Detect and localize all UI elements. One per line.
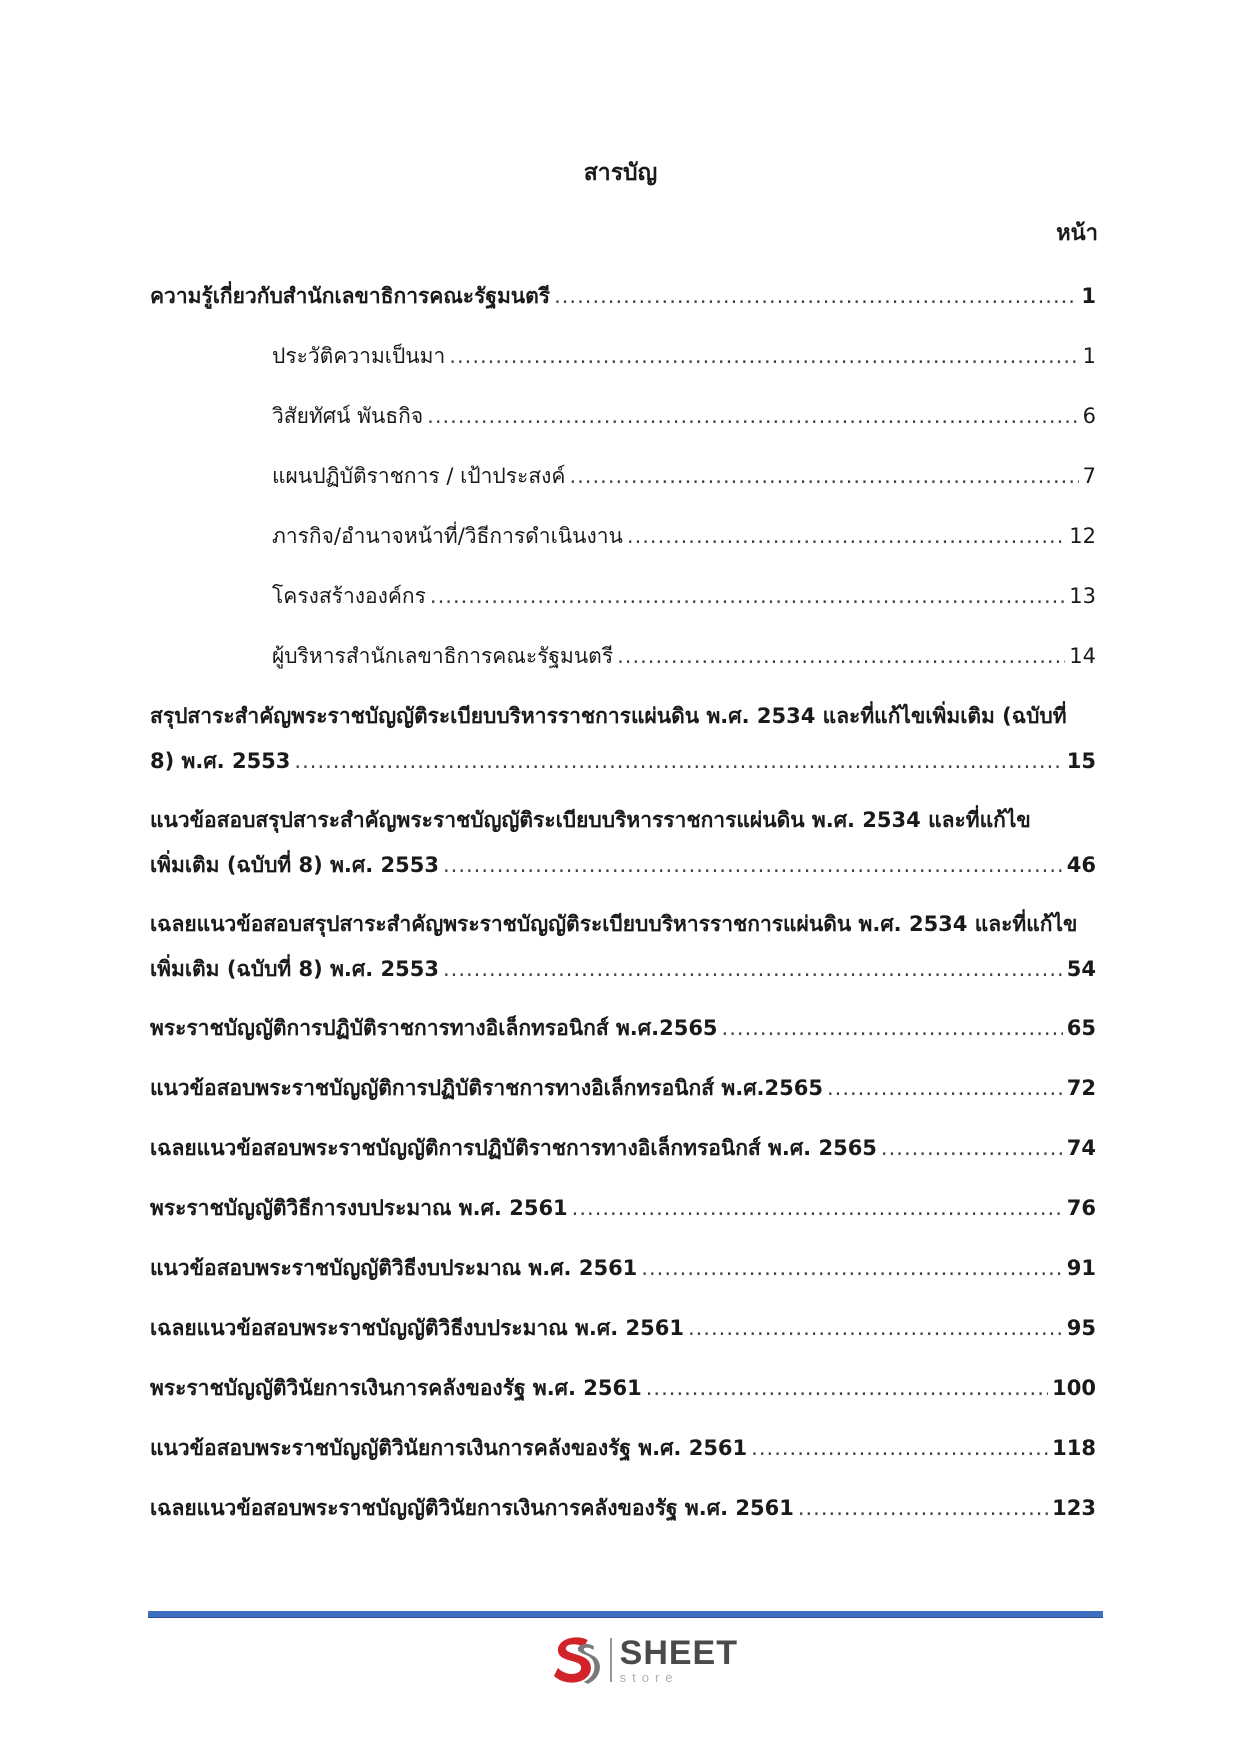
toc-entry-title: เฉลยแนวข้อสอบพระราชบัญญัติวินัยการเงินการคลังของรัฐ พ.ศ. 2561 bbox=[150, 1496, 794, 1520]
toc-entry-page: 13 bbox=[1069, 584, 1096, 608]
toc-sub-entry[interactable] bbox=[272, 334, 1096, 379]
logo-separator bbox=[610, 1638, 612, 1682]
logo-wordmark bbox=[620, 1636, 738, 1684]
toc-entry-page: 100 bbox=[1052, 1376, 1096, 1400]
dot-leader bbox=[646, 1366, 1048, 1411]
dot-leader bbox=[827, 1066, 1063, 1111]
toc-entry-title: ความรู้เกี่ยวกับสำนักเลขาธิการคณะรัฐมนตรี bbox=[150, 284, 551, 308]
toc-entry-title: 8) พ.ศ. 2553 bbox=[150, 749, 291, 773]
toc-entry-page: 12 bbox=[1069, 524, 1096, 548]
toc-entry-page: 72 bbox=[1066, 1076, 1096, 1100]
toc-entry-title-line1: แนวข้อสอบสรุปสาระสำคัญพระราชบัญญัติระเบียบบริหารราชการแผ่นดิน พ.ศ. 2534 และที่แก้ไข bbox=[150, 808, 1031, 832]
dot-leader bbox=[751, 1426, 1048, 1471]
dot-leader bbox=[881, 1126, 1063, 1171]
toc-entry[interactable] bbox=[150, 1306, 1096, 1351]
sheet-store-logo-icon bbox=[548, 1632, 604, 1688]
toc-entry-title-line1: เฉลยแนวข้อสอบสรุปสาระสำคัญพระราชบัญญัติระเบียบบริหารราชการแผ่นดิน พ.ศ. 2534 และที่แก้ไข bbox=[150, 912, 1078, 936]
dot-leader bbox=[449, 334, 1078, 379]
toc-entry-title: พระราชบัญญัติวินัยการเงินการคลังของรัฐ พ.ศ. 2561 bbox=[150, 1376, 642, 1400]
dot-leader bbox=[554, 274, 1077, 319]
dot-leader bbox=[430, 574, 1065, 619]
dot-leader bbox=[688, 1306, 1063, 1351]
dot-leader bbox=[722, 1006, 1063, 1051]
toc-entry[interactable] bbox=[150, 1066, 1096, 1111]
toc-entry-page: 7 bbox=[1082, 464, 1096, 488]
toc-entry-title: พระราชบัญญัติวิธีการงบประมาณ พ.ศ. 2561 bbox=[150, 1196, 568, 1220]
toc-entry-title: เฉลยแนวข้อสอบพระราชบัญญัติวิธีงบประมาณ พ.ศ. 2561 bbox=[150, 1316, 684, 1340]
toc-entry-title: แนวข้อสอบพระราชบัญญัติวินัยการเงินการคลังของรัฐ พ.ศ. 2561 bbox=[150, 1436, 748, 1460]
toc-entry-page: 95 bbox=[1066, 1316, 1096, 1340]
toc-entry-page: 118 bbox=[1052, 1436, 1096, 1460]
toc-entry-page: 74 bbox=[1066, 1136, 1096, 1160]
toc-entry[interactable] bbox=[150, 274, 1096, 319]
dot-leader bbox=[641, 1246, 1062, 1291]
toc-sub-entry[interactable] bbox=[272, 514, 1096, 559]
dot-leader bbox=[569, 454, 1078, 499]
toc-entry-title: เฉลยแนวข้อสอบพระราชบัญญัติการปฏิบัติราชการทางอิเล็กทรอนิกส์ พ.ศ. 2565 bbox=[150, 1136, 877, 1160]
logo-subword: store bbox=[619, 1670, 679, 1685]
toc-sub-entry[interactable] bbox=[272, 574, 1096, 619]
toc-entry-page: 46 bbox=[1066, 853, 1096, 877]
dot-leader bbox=[294, 739, 1062, 784]
toc-entry-title: เพิ่มเติม (ฉบับที่ 8) พ.ศ. 2553 bbox=[150, 853, 439, 877]
toc-entry-title: วิสัยทัศน์ พันธกิจ bbox=[272, 404, 424, 428]
logo-word: SHEET bbox=[619, 1634, 738, 1672]
toc-entry-page: 54 bbox=[1066, 957, 1096, 981]
toc-entry-title: ผู้บริหารสำนักเลขาธิการคณะรัฐมนตรี bbox=[272, 644, 614, 668]
toc-entry-page: 76 bbox=[1066, 1196, 1096, 1220]
toc-entry[interactable] bbox=[150, 1366, 1096, 1411]
toc-entry-page: 65 bbox=[1066, 1016, 1096, 1040]
toc-entry-title: เพิ่มเติม (ฉบับที่ 8) พ.ศ. 2553 bbox=[150, 957, 439, 981]
toc-entry[interactable] bbox=[150, 1006, 1096, 1051]
toc-entry-page: 6 bbox=[1082, 404, 1096, 428]
toc-entry[interactable] bbox=[150, 1486, 1096, 1531]
toc-entry-title: แผนปฏิบัติราชการ / เป้าประสงค์ bbox=[272, 464, 566, 488]
sheet-store-logo bbox=[548, 1630, 738, 1690]
toc-entry-title: แนวข้อสอบพระราชบัญญัติวิธีงบประมาณ พ.ศ. 2561 bbox=[150, 1256, 638, 1280]
toc-entry[interactable] bbox=[150, 1426, 1096, 1471]
dot-leader bbox=[798, 1486, 1048, 1531]
dot-leader bbox=[627, 514, 1065, 559]
toc-entry-page: 123 bbox=[1052, 1496, 1096, 1520]
toc-sub-entry[interactable] bbox=[272, 394, 1096, 439]
toc-sub-entry[interactable] bbox=[272, 634, 1096, 679]
footer-rule bbox=[148, 1611, 1103, 1618]
toc-entry[interactable] bbox=[150, 1246, 1096, 1291]
toc-entry[interactable] bbox=[150, 1126, 1096, 1171]
dot-leader bbox=[572, 1186, 1063, 1231]
page-title: สารบัญ bbox=[583, 160, 658, 186]
toc-entry-title: ภารกิจ/อำนาจหน้าที่/วิธีการดำเนินงาน bbox=[272, 524, 623, 548]
toc-entry-title-line1: สรุปสาระสำคัญพระราชบัญญัติระเบียบบริหารราชการแผ่นดิน พ.ศ. 2534 และที่แก้ไขเพิ่มเติม (ฉบับที่ bbox=[150, 704, 1067, 728]
toc-entry-title: โครงสร้างองค์กร bbox=[272, 584, 426, 608]
toc-entry-page: 1 bbox=[1082, 344, 1096, 368]
toc-entry-page: 15 bbox=[1066, 749, 1096, 773]
dot-leader bbox=[443, 843, 1063, 888]
page-column-header: หน้า bbox=[1056, 221, 1098, 246]
dot-leader bbox=[617, 634, 1065, 679]
toc-sub-entry[interactable] bbox=[272, 454, 1096, 499]
toc-entry-title: พระราชบัญญัติการปฏิบัติราชการทางอิเล็กทรอนิกส์ พ.ศ.2565 bbox=[150, 1016, 718, 1040]
toc-entry-page: 91 bbox=[1066, 1256, 1096, 1280]
toc-entry[interactable] bbox=[150, 694, 1096, 784]
dot-leader bbox=[427, 394, 1078, 439]
toc-entry-page: 14 bbox=[1069, 644, 1096, 668]
toc-entry[interactable] bbox=[150, 902, 1096, 992]
toc-entry[interactable] bbox=[150, 1186, 1096, 1231]
toc-entry-title: แนวข้อสอบพระราชบัญญัติการปฏิบัติราชการทางอิเล็กทรอนิกส์ พ.ศ.2565 bbox=[150, 1076, 823, 1100]
toc-entry[interactable] bbox=[150, 798, 1096, 888]
toc-entry-title: ประวัติความเป็นมา bbox=[272, 344, 446, 368]
dot-leader bbox=[443, 947, 1063, 992]
toc-entry-page: 1 bbox=[1081, 284, 1096, 308]
